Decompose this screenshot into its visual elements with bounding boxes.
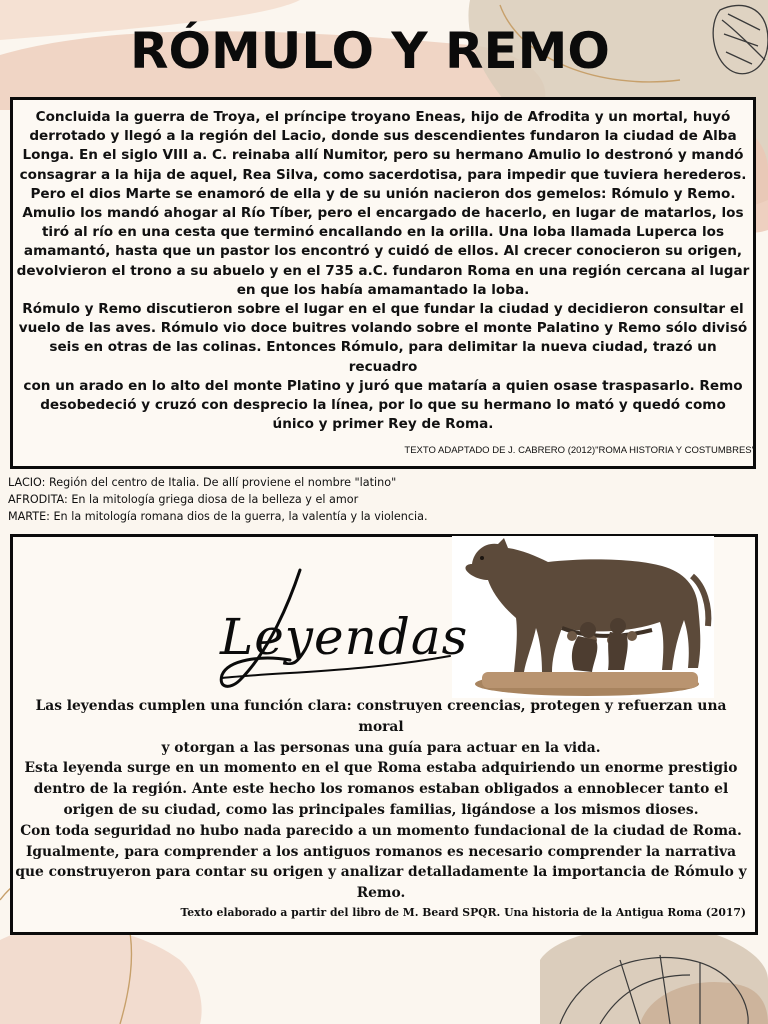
legends-line: Las leyendas cumplen una función clara: construyen creencias, protegen y refuerzan una moral: [35, 698, 727, 735]
story-line: Concluida la guerra de Troya, el príncipe troyano Eneas, hijo de Afrodita y un mortal, huyó: [35, 109, 731, 125]
legends-text: [14, 696, 748, 904]
story-line: Longa. En el siglo VIII a. C. reinaba allí Numitor, pero su hermano Amulio lo destronó y mandó: [22, 147, 744, 164]
story-line: con un arado en lo alto del monte Platino y juró que mataría a quien osase traspasarlo. Remo: [23, 377, 743, 394]
legends-line: Remo.: [356, 885, 406, 902]
legends-line: dentro de la región. Ante este hecho los romanos estaban obligados a ennoblecer tanto el: [33, 781, 729, 798]
story-line: consagrar a la hija de aquel, Rea Silva, como sacerdotisa, para impedir que tuviera herederos.: [19, 166, 747, 183]
legends-line: origen de su ciudad, como las principales familias, ligándose a los mismos dioses.: [63, 801, 699, 818]
story-line: vuelo de las aves. Rómulo vio doce buitres volando sobre el monte Palatino y Remo sólo divisó: [18, 320, 748, 337]
legends-line: y otorgan a las personas una guía para actuar en la vida.: [161, 739, 601, 756]
story-line: Pero el dios Marte se enamoró de ella y de su unión nacieron dos gemelos: Rómulo y Remo.: [30, 185, 736, 202]
story-line: tiró al río en una cesta que terminó encallando en la orilla. Una loba llamada Luperca los: [41, 224, 725, 241]
story-line: devolvieron el trono a su abuelo y en el 735 a.C. fundaron Roma en una región cercana al lugar: [16, 262, 750, 279]
story-line: Rómulo y Remo discutieron sobre el lugar en el que fundar la ciudad y decidieron consultar el: [22, 301, 744, 318]
taupe-blob-bottom: [0, 925, 202, 1024]
legends-line: Con toda seguridad no hubo nada parecido a un momento fundacional de la ciudad de Roma.: [20, 822, 742, 839]
glossary: [8, 474, 428, 525]
legends-line: Esta leyenda surge en un momento en el que Roma estaba adquiriendo un enorme prestigio: [24, 760, 738, 777]
story-line: seis en otras de las colinas. Entonces Rómulo, para delimitar la nueva ciudad, trazó un recuadro: [49, 339, 717, 375]
story-line: único y primer Rey de Roma.: [272, 416, 494, 433]
glossary-item: LACIO: Región del centro de Italia. De allí proviene el nombre "latino": [8, 476, 397, 489]
legends-line: que construyeron para contar su origen y analizar detalladamente la importancia de Rómulo y: [15, 864, 747, 881]
story-line: Amulio los mandó ahogar al Río Tíber, pero el encargado de hacerlo, en lugar de matarlos, los: [22, 205, 744, 222]
story-line: en que los había amamantado la loba.: [236, 281, 530, 298]
page-title: RÓMULO Y REMO: [130, 22, 610, 80]
story-box: [10, 97, 756, 469]
legends-line: Igualmente, para comprender a los antiguos romanos es necesario comprender la narrativa: [25, 843, 737, 860]
story-text: [15, 108, 751, 434]
story-credit: TEXTO ADAPTADO DE J. CABRERO (2012)"ROMA HISTORIA Y COSTUMBRES": [404, 445, 755, 456]
legends-credit: Texto elaborado a partir del libro de M. Beard SPQR. Una historia de la Antigua Roma (2017): [180, 906, 746, 919]
she-wolf-statue-image: [452, 536, 714, 698]
legends-heading: Leyendas: [220, 608, 469, 666]
story-line: derrotado y llegó a la región del Lacio, donde sus descendientes fundaron la ciudad de Alba: [29, 128, 737, 145]
story-line: desobedeció y cruzó con desprecio la línea, por lo que su hermano lo mató y quedó como: [40, 397, 726, 414]
glossary-item: MARTE: En la mitología romana dios de la guerra, la valentía y la violencia.: [8, 510, 428, 523]
glossary-item: AFRODITA: En la mitología griega diosa de la belleza y el amor: [8, 493, 359, 506]
story-line: amamantó, hasta que un pastor los encontró y cuidó de ellos. Al crecer conocieron su origen,: [23, 243, 743, 260]
